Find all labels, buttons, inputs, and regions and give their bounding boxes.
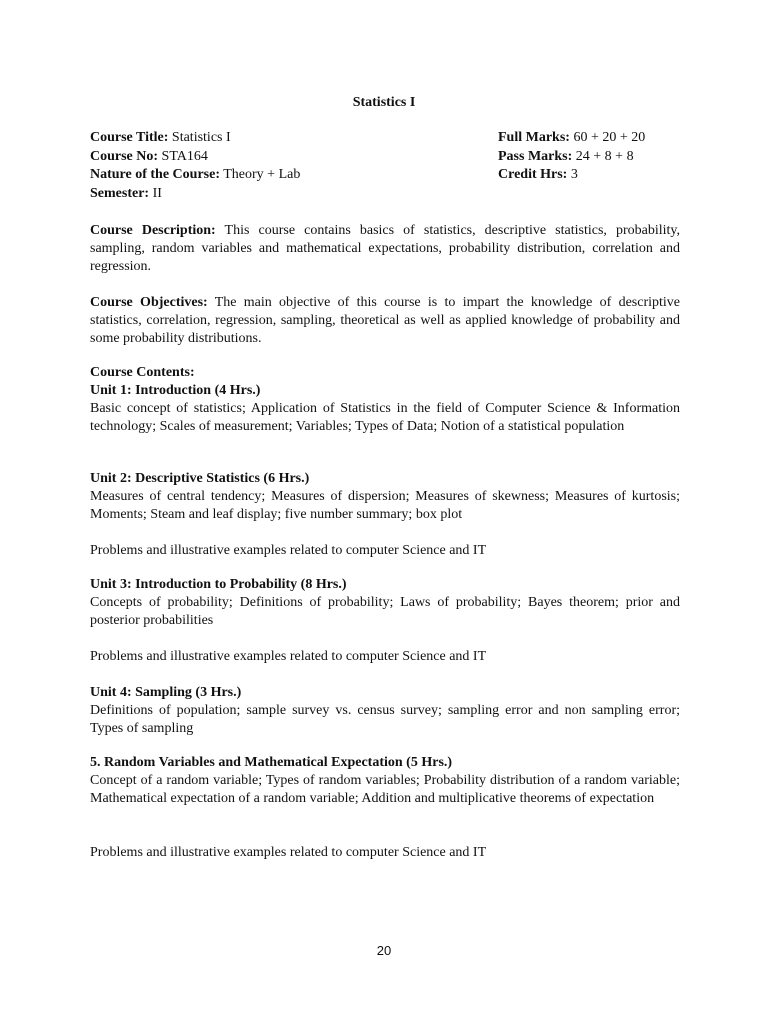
unit-5-body: Concept of a random variable; Types of random variables; Probability distribution of a random variable; Mathematical expectation of a random variable; Addition and multiplicative theorems of expectation [90, 773, 680, 806]
unit-2-body: Measures of central tendency; Measures of dispersion; Measures of skewness; Measures of kurtosis; Moments; Steam and leaf display; five number summary; box plot [90, 489, 680, 522]
unit-2-heading: Unit 2: Descriptive Statistics (6 Hrs.) [90, 471, 310, 486]
unit-4-body: Definitions of population; sample survey vs. census survey; sampling error and non sampling error; Types of sampling [90, 703, 680, 736]
unit-3-body: Concepts of probability; Definitions of probability; Laws of probability; Bayes theorem; prior and posterior probabilities [90, 595, 680, 628]
meta-pass-marks: Pass Marks: 24 + 8 + 8 [498, 148, 634, 164]
meta-semester: Semester: II [90, 185, 162, 201]
course-meta-right [498, 129, 645, 185]
meta-full-marks: Full Marks: 60 + 20 + 20 [498, 130, 646, 145]
unit-1-heading: Unit 1: Introduction (4 Hrs.) [90, 383, 261, 398]
page-number: 20 [376, 943, 392, 958]
unit-2-note: Problems and illustrative examples related to computer Science and IT [90, 543, 487, 558]
meta-course-title: Course Title: Statistics I [90, 130, 231, 145]
unit-5-note: Problems and illustrative examples related to computer Science and IT [90, 845, 487, 860]
meta-course-no: Course No: STA164 [90, 148, 208, 164]
course-meta-left [90, 129, 300, 203]
meta-nature: Nature of the Course: Theory + Lab [90, 167, 301, 182]
unit-3-heading: Unit 3: Introduction to Probability (8 Hrs.) [90, 577, 347, 592]
unit-5-heading: 5. Random Variables and Mathematical Expectation (5 Hrs.) [90, 755, 453, 770]
unit-3-note: Problems and illustrative examples related to computer Science and IT [90, 649, 487, 664]
course-description: Course Description: This course contains basics of statistics, descriptive statistics, probability, sampling, random variables and mathematical expectations, probability distribution, correlation and regression. [90, 223, 681, 274]
unit-1-body: Basic concept of statistics; Application of Statistics in the field of Computer Science & Information technology; Scales of measurement; Variables; Types of Data; Notion of a statistical population [90, 401, 680, 434]
unit-4-heading: Unit 4: Sampling (3 Hrs.) [90, 685, 242, 700]
page-title: Statistics I [352, 95, 416, 110]
course-objectives: Course Objectives: The main objective of this course is to impart the knowledge of descriptive statistics, correlation, regression, sampling, theoretical as well as applied knowledge of probability and some probability distributions. [90, 295, 680, 346]
meta-credit-hrs: Credit Hrs: 3 [498, 167, 578, 182]
contents-heading: Course Contents: [90, 365, 195, 380]
